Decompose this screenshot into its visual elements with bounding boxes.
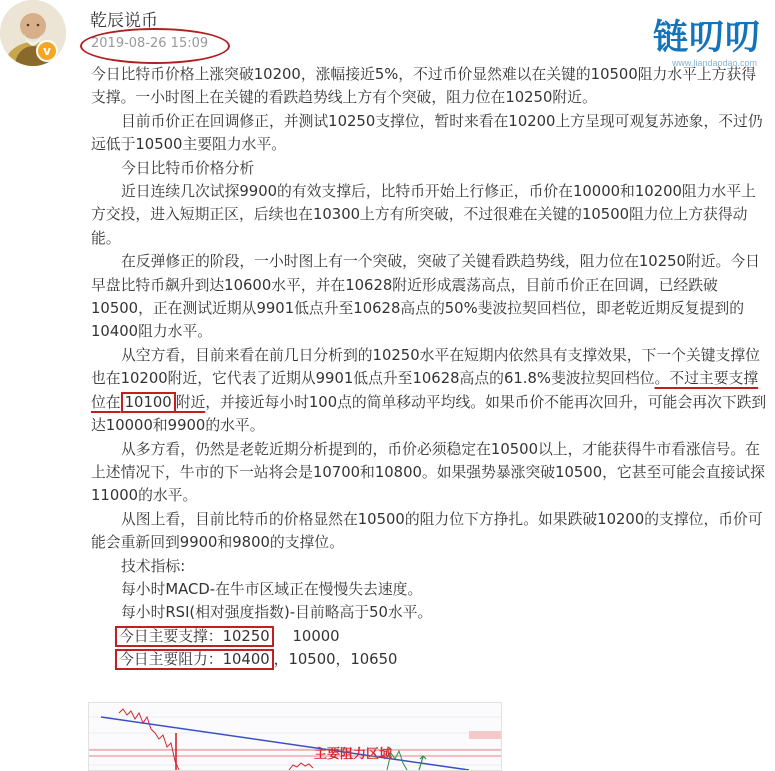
macd-line: 每小时MACD-在牛市区域正在慢慢失去速度。 (121, 580, 423, 598)
site-url: www.liandaodao.com (671, 58, 757, 68)
main-support-box: 今日主要支撑：10250 (115, 626, 274, 647)
paragraph-5-part-b: 。不过主要支撑位在 (91, 370, 759, 411)
paragraph-3: 近日连续几次试探9900的有效支撑后，比特币开始上行修正，币价在10000和10200阻力水平上方交投，进入短期正区，后续也在10300上方有所突破，不过很难在关键的10500阻力位上方获得动能。 (91, 183, 756, 247)
paragraph-5 (91, 344, 767, 438)
support-line (91, 625, 767, 648)
rsi-line: 每小时RSI(相对强度指数)-目前略高于50水平。 (121, 604, 433, 622)
section-heading: 今日比特币价格分析 (121, 159, 255, 177)
resistance-secondary: ，10500，10650 (273, 651, 398, 669)
date-annotation-circle (80, 28, 230, 64)
resistance-line (91, 648, 767, 671)
paragraph-2: 目前币价正在回调修正，并测试10250支撑位，暂时来看在10200上方呈现可观复苏迹象，不过仍远低于10500主要阻力水平。 (91, 112, 763, 154)
resistance-zone-label: 主要阻力区域 (314, 747, 393, 762)
price-chart-svg (89, 703, 501, 770)
paragraph-5-part-a: 从空方看，目前来看在前几日分析到的10250水平在短期内依然具有支撑效果，下一个关键支撑位也在10200附近，它代表了近期从9901低点升至10628高点的61.8%斐波拉契回档位 (91, 346, 760, 388)
main-resistance-box: 今日主要阻力：10400 (115, 649, 274, 670)
paragraph-7: 从图上看，目前比特币的价格显然在10500的阻力位下方挣扎。如果跌破10200的支撑位，币价可能会重新回到9900和9800的支撑位。 (91, 510, 763, 552)
paragraph-5-part-d: 附近 (175, 393, 206, 411)
price-chart-image (88, 702, 502, 771)
paragraph-6: 从多方看，仍然是老乾近期分析提到的，币价必须稳定在10500以上，才能获得牛市看涨信号。在上述情况下，牛市的下一站将会是10700和10800。如果强势暴涨突破10500，它甚至可能会直接试探11000的水平。 (91, 440, 765, 505)
site-logo: 链叨叨 (652, 18, 761, 58)
support-10100-box: 10100 (121, 392, 176, 413)
verified-badge-icon: v (36, 40, 58, 62)
post-date: 2019-08-26 15:09 (91, 36, 209, 51)
tech-indicators-title: 技术指标: (121, 557, 186, 575)
paragraph-5-part-e: ，并接近每小时100点的简单移动平均线。如果币价不能再次回升，可能会再次下跌到达10000和9900的水平。 (91, 393, 767, 435)
support-secondary: 10000 (292, 627, 340, 645)
author-name[interactable]: 乾辰说币 (90, 11, 158, 31)
paragraph-1: 今日比特币价格上涨突破10200，涨幅接近5%，不过币价显然难以在关键的10500阻力水平上方获得支撑。一小时图上在关键的看跌趋势线上方有个突破，阻力位在10250附近。 (91, 66, 757, 107)
paragraph-4: 在反弹修正的阶段，一小时图上有一个突破，突破了关键看跌趋势线，阻力位在10250附近。今日早盘比特币飙升到达10600水平，并在10628附近形成震荡高点，目前币价正在回调，已经跌破10500，正在测试近期从9901低点升至10628高点的50%斐波拉契回档位，即老乾近期反复提到的10400阻力水平。 (91, 253, 760, 341)
article-body (91, 63, 767, 672)
